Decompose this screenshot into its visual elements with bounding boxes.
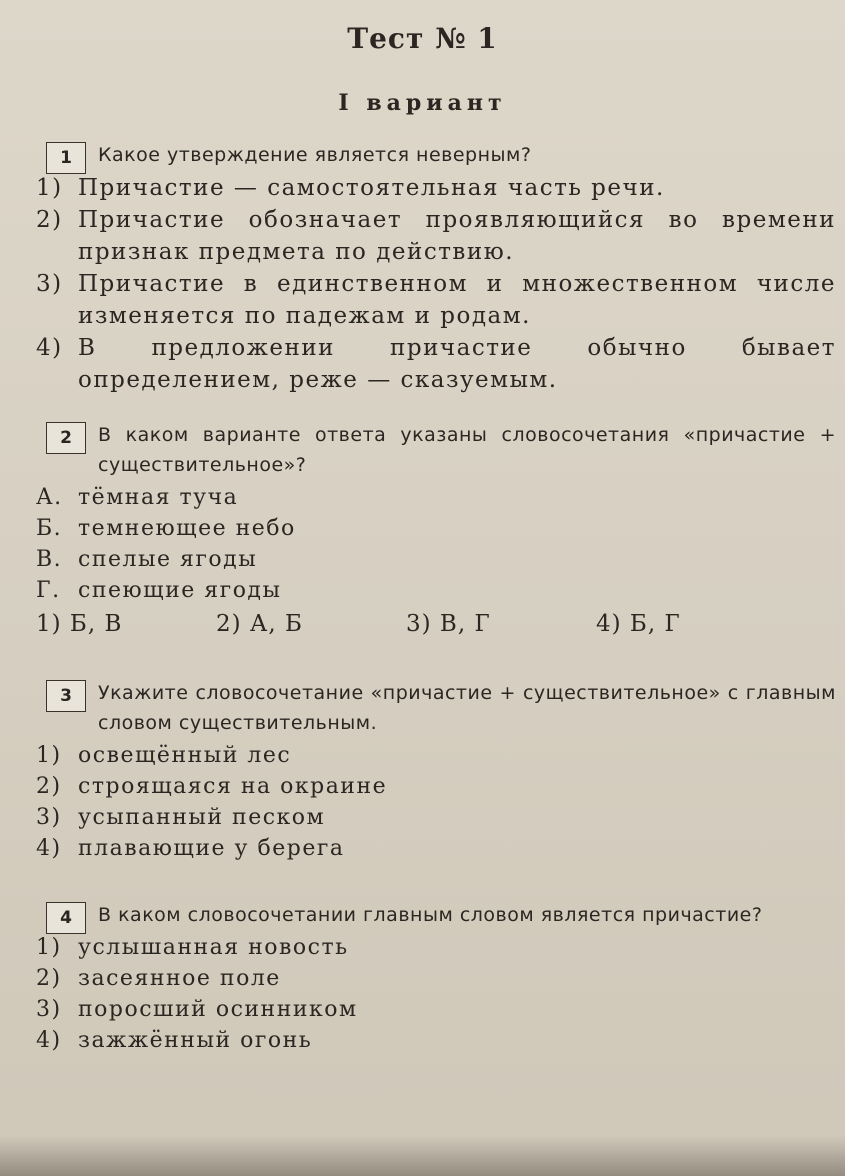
option-text: Причастие — самостоятельная часть речи. [78,175,665,201]
option-text: Причастие в единственном и множественном числе изменяется по падежам и родам. [78,271,836,329]
option-key: В. [36,547,63,572]
answer-choice: 2) А, Б [216,611,303,637]
option [36,771,836,802]
option-key: Б. [36,516,63,541]
answer-choice: 1) Б, В [36,611,123,637]
option-key: А. [36,485,63,510]
option [36,204,836,268]
option [36,963,836,994]
option-text: спелые ягоды [78,547,258,572]
option [36,833,836,864]
option-text: строящаяся на окраине [78,774,388,799]
option-text: темнеющее небо [78,516,296,541]
option-text: зажжённый огонь [78,1028,313,1053]
option [36,575,836,606]
option [36,932,836,963]
question-number: 4 [46,902,86,934]
option [36,544,836,575]
answer-choice: 4) Б, Г [596,611,681,637]
question-text: Укажите словосочетание «причастие + существительное» с главным словом существительным. [98,682,836,734]
option-text: плавающие у берега [78,836,345,861]
option-text: услышанная новость [78,935,349,960]
question-1 [36,140,836,396]
option-text: поросший осинником [78,997,358,1022]
option-key: 1) [36,743,62,768]
option-key: 3) [36,997,62,1022]
question-number: 1 [46,142,86,174]
option [36,332,836,396]
option [36,172,836,204]
question-number: 3 [46,680,86,712]
question-3 [36,678,836,864]
option-text: засеянное поле [78,966,281,991]
option-text: освещённый лес [78,743,292,768]
option [36,1025,836,1056]
option [36,482,836,513]
option-key: 2) [36,207,63,233]
option-text: спеющие ягоды [78,578,282,603]
option [36,802,836,833]
option-key: Г. [36,578,61,603]
test-title: Тест № 1 [347,22,498,55]
option-key: 1) [36,175,63,201]
option-key: 2) [36,966,62,991]
question-text: Какое утверждение является неверным? [98,144,532,166]
answer-choices [36,608,836,640]
option-text: Причастие обозначает проявляющийся во времени признак предмета по действию. [78,207,836,265]
question-4 [36,900,836,1056]
option-key: 4) [36,335,63,361]
question-text: В каком варианте ответа указаны словосочетания «причастие + существительное»? [98,424,836,476]
question-number: 2 [46,422,86,454]
option-text: усыпанный песком [78,805,326,830]
option [36,994,836,1025]
option-key: 1) [36,935,62,960]
option-key: 4) [36,1028,62,1053]
option-key: 3) [36,805,62,830]
option-text: тёмная туча [78,485,239,510]
option-key: 3) [36,271,63,297]
option-text: В предложении причастие обычно бывает определением, реже — сказуемым. [78,335,836,393]
option-key: 2) [36,774,62,799]
variant-heading: I вариант [338,90,507,116]
option [36,740,836,771]
answer-choice: 3) В, Г [406,611,491,637]
option [36,513,836,544]
question-2 [36,420,836,640]
option [36,268,836,332]
question-text: В каком словосочетании главным словом является причастие? [98,904,763,926]
option-key: 4) [36,836,62,861]
